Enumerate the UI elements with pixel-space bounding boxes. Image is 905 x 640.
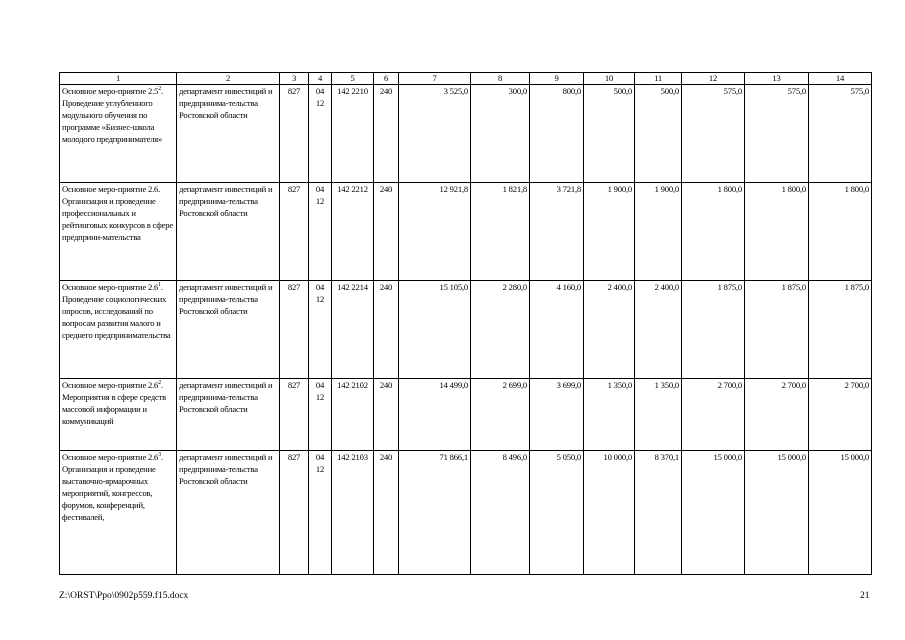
activity-cell xyxy=(60,451,177,575)
expense-type-code: 240 xyxy=(374,183,399,281)
section-code: 04 12 xyxy=(309,85,332,183)
ministry-code: 827 xyxy=(280,379,309,451)
activity-description: Организация и проведение профессиональных и рейтинговых конкурсов в сфере предприни-мательства xyxy=(62,196,173,242)
year-value: 4 160,0 xyxy=(530,281,584,379)
year-value: 1 875,0 xyxy=(745,281,809,379)
total-value: 14 499,0 xyxy=(399,379,471,451)
section-code: 04 12 xyxy=(309,379,332,451)
column-header: 6 xyxy=(374,73,399,85)
expense-type-code: 240 xyxy=(374,451,399,575)
year-value: 2 700,0 xyxy=(809,379,872,451)
activity-description: . Организация и проведение выставочно-ярмарочных мероприятий, конгрессов, форумов, конференций, фестивалей, xyxy=(62,452,163,522)
year-value: 575,0 xyxy=(682,85,745,183)
table-row xyxy=(60,85,872,183)
section-code: 04 12 xyxy=(309,183,332,281)
total-value: 12 921,8 xyxy=(399,183,471,281)
activity-cell xyxy=(60,281,177,379)
year-value: 2 280,0 xyxy=(471,281,530,379)
table-row xyxy=(60,281,872,379)
year-value: 2 699,0 xyxy=(471,379,530,451)
year-value: 15 000,0 xyxy=(745,451,809,575)
target-article-code: 142 2212 xyxy=(332,183,374,281)
year-value: 1 875,0 xyxy=(682,281,745,379)
section-code: 04 12 xyxy=(309,451,332,575)
year-value: 8 496,0 xyxy=(471,451,530,575)
table-row xyxy=(60,379,872,451)
year-value: 1 900,0 xyxy=(635,183,682,281)
year-value: 1 350,0 xyxy=(635,379,682,451)
total-value: 71 866,1 xyxy=(399,451,471,575)
activity-name: Основное меро-приятие 2.6 xyxy=(62,380,159,390)
footnote-mark: 2 xyxy=(158,86,161,93)
year-value: 1 900,0 xyxy=(584,183,635,281)
target-article-code: 142 2102 xyxy=(332,379,374,451)
column-header: 5 xyxy=(332,73,374,85)
year-value: 575,0 xyxy=(745,85,809,183)
column-header: 4 xyxy=(309,73,332,85)
year-value: 575,0 xyxy=(809,85,872,183)
expense-type-code: 240 xyxy=(374,85,399,183)
year-value: 3 699,0 xyxy=(530,379,584,451)
total-value: 15 105,0 xyxy=(399,281,471,379)
column-header: 2 xyxy=(177,73,280,85)
column-header: 13 xyxy=(745,73,809,85)
year-value: 2 700,0 xyxy=(745,379,809,451)
executor-cell: департамент инвестиций и предпринима-тельства Ростовской области xyxy=(177,183,280,281)
activity-name: Основное меро-приятие 2.6. xyxy=(62,184,161,194)
year-value: 15 000,0 xyxy=(682,451,745,575)
column-header: 7 xyxy=(399,73,471,85)
column-header: 14 xyxy=(809,73,872,85)
year-value: 3 721,8 xyxy=(530,183,584,281)
year-value: 1 875,0 xyxy=(809,281,872,379)
year-value: 500,0 xyxy=(635,85,682,183)
total-value: 3 525,0 xyxy=(399,85,471,183)
activity-cell xyxy=(60,183,177,281)
ministry-code: 827 xyxy=(280,451,309,575)
target-article-code: 142 2103 xyxy=(332,451,374,575)
column-header: 10 xyxy=(584,73,635,85)
section-code: 04 12 xyxy=(309,281,332,379)
year-value: 15 000,0 xyxy=(809,451,872,575)
footnote-mark: 1 xyxy=(158,282,161,289)
column-header: 11 xyxy=(635,73,682,85)
activity-name: Основное меро-приятие 2.6 xyxy=(62,452,159,462)
column-header: 3 xyxy=(280,73,309,85)
ministry-code: 827 xyxy=(280,85,309,183)
year-value: 800,0 xyxy=(530,85,584,183)
activity-description: . Мероприятия в сфере средств массовой информации и коммуникаций xyxy=(62,380,167,426)
page-number: 21 xyxy=(860,591,870,601)
activity-name: Основное меро-приятие 2.5 xyxy=(62,86,159,96)
ministry-code: 827 xyxy=(280,183,309,281)
activity-name: Основное меро-приятие 2.6 xyxy=(62,282,159,292)
executor-cell: департамент инвестиций и предпринима-тельства Ростовской области xyxy=(177,379,280,451)
year-value: 1 800,0 xyxy=(809,183,872,281)
column-header: 9 xyxy=(530,73,584,85)
year-value: 8 370,1 xyxy=(635,451,682,575)
year-value: 2 700,0 xyxy=(682,379,745,451)
footnote-mark: 2 xyxy=(158,380,161,387)
year-value: 10 000,0 xyxy=(584,451,635,575)
year-value: 2 400,0 xyxy=(635,281,682,379)
year-value: 1 821,8 xyxy=(471,183,530,281)
activity-cell xyxy=(60,85,177,183)
table-row xyxy=(60,183,872,281)
ministry-code: 827 xyxy=(280,281,309,379)
header-row xyxy=(60,73,872,85)
column-header: 8 xyxy=(471,73,530,85)
year-value: 1 800,0 xyxy=(745,183,809,281)
year-value: 500,0 xyxy=(584,85,635,183)
year-value: 2 400,0 xyxy=(584,281,635,379)
footnote-mark: 3 xyxy=(158,452,161,459)
year-value: 300,0 xyxy=(471,85,530,183)
year-value: 5 050,0 xyxy=(530,451,584,575)
activity-cell xyxy=(60,379,177,451)
budget-table xyxy=(59,72,872,575)
file-path: Z:\ORST\Ppo\0902p559.f15.docx xyxy=(59,591,189,601)
year-value: 1 800,0 xyxy=(682,183,745,281)
executor-cell: департамент инвестиций и предпринима-тельства Ростовской области xyxy=(177,85,280,183)
column-header: 1 xyxy=(60,73,177,85)
expense-type-code: 240 xyxy=(374,281,399,379)
executor-cell: департамент инвестиций и предпринима-тельства Ростовской области xyxy=(177,451,280,575)
expense-type-code: 240 xyxy=(374,379,399,451)
target-article-code: 142 2214 xyxy=(332,281,374,379)
target-article-code: 142 2210 xyxy=(332,85,374,183)
executor-cell: департамент инвестиций и предпринима-тельства Ростовской области xyxy=(177,281,280,379)
table-row xyxy=(60,451,872,575)
column-header: 12 xyxy=(682,73,745,85)
activity-description: . Проведение социологических опросов, исследований по вопросам развития малого и среднего предпринимательства xyxy=(62,282,171,340)
activity-description: . Проведение углубленного модульного обучения по программе «Бизнес-школа молодого предпринимателя» xyxy=(62,86,163,144)
year-value: 1 350,0 xyxy=(584,379,635,451)
